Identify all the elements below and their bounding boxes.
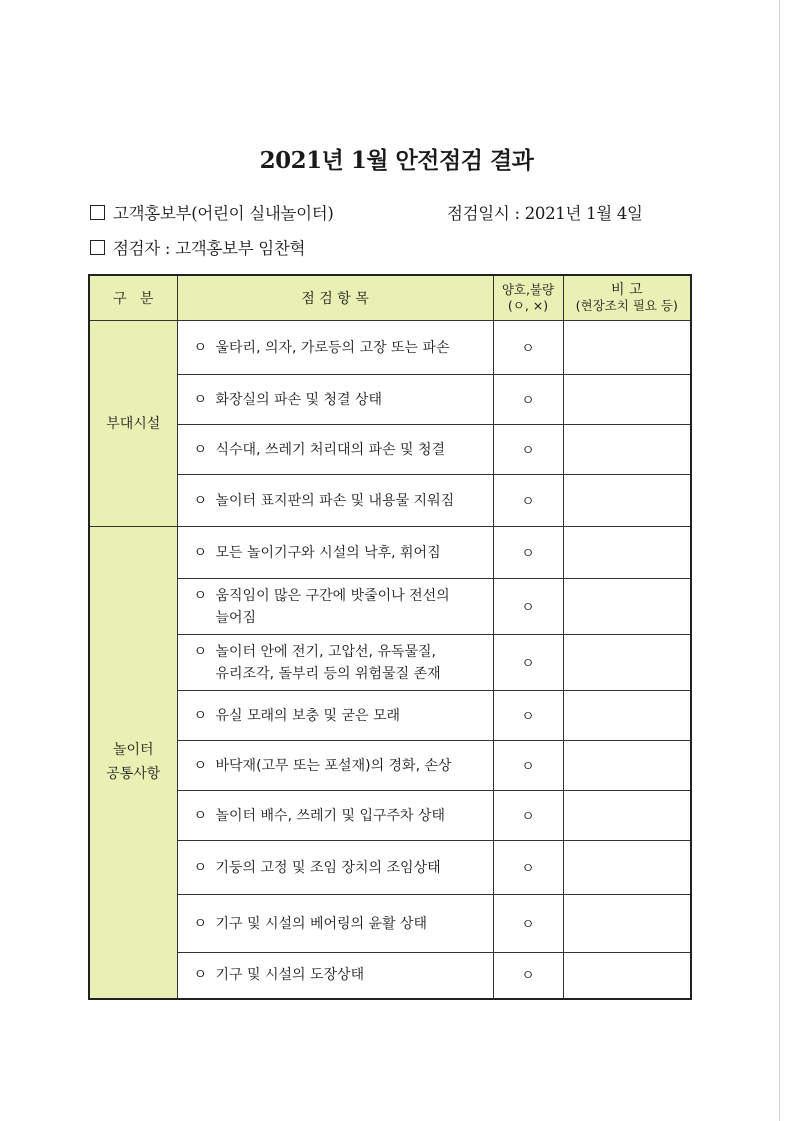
result-cell: ㅇ [493, 475, 563, 527]
result-cell: ㅇ [493, 375, 563, 425]
item-cell: ㅇ 기구 및 시설의 베어링의 윤활 상태 [177, 895, 493, 953]
note-cell [563, 527, 691, 579]
table-row [89, 741, 691, 791]
item-cell: ㅇ 움직임이 많은 구간에 밧줄이나 전선의 늘어짐 [177, 579, 493, 635]
inspector-label: 점검자 : 고객홍보부 임찬혁 [113, 239, 306, 258]
table-row [89, 375, 691, 425]
note-cell [563, 841, 691, 895]
item-cell: ㅇ 놀이터 표지판의 파손 및 내용물 지워짐 [177, 475, 493, 527]
table-row [89, 527, 691, 579]
result-cell: ㅇ [493, 741, 563, 791]
header-note: 비 고 (현장조치 필요 등) [563, 275, 691, 321]
table-header-row [89, 275, 691, 321]
inspection-table [88, 274, 692, 1000]
note-cell [563, 791, 691, 841]
inspection-date: 점검일시 : 2021년 1월 4일 [447, 204, 643, 223]
result-cell: ㅇ [493, 425, 563, 475]
page-title: 2021년 1월 안전점검 결과 [259, 147, 534, 174]
table-row [89, 425, 691, 475]
header-result: 양호,불량 (ㅇ, ×) [493, 275, 563, 321]
note-cell [563, 635, 691, 691]
item-cell: ㅇ 놀이터 배수, 쓰레기 및 입구주차 상태 [177, 791, 493, 841]
result-cell: ㅇ [493, 579, 563, 635]
note-cell [563, 321, 691, 375]
result-cell: ㅇ [493, 791, 563, 841]
note-cell [563, 579, 691, 635]
table-row [89, 321, 691, 375]
result-cell: ㅇ [493, 635, 563, 691]
category-cell: 부대시설 [89, 321, 177, 527]
result-cell: ㅇ [493, 321, 563, 375]
item-cell: ㅇ 기구 및 시설의 도장상태 [177, 953, 493, 999]
item-cell: ㅇ 기둥의 고정 및 조임 장치의 조임상태 [177, 841, 493, 895]
checkbox-icon [90, 240, 105, 255]
table-row [89, 579, 691, 635]
item-cell: ㅇ 모든 놀이기구와 시설의 낙후, 휘어짐 [177, 527, 493, 579]
result-cell: ㅇ [493, 691, 563, 741]
note-cell [563, 953, 691, 999]
header-item: 점 검 항 목 [177, 275, 493, 321]
item-cell: ㅇ 식수대, 쓰레기 처리대의 파손 및 청결 [177, 425, 493, 475]
item-cell: ㅇ 놀이터 안에 전기, 고압선, 유독물질, 유리조각, 돌부리 등의 위험물질 존재 [177, 635, 493, 691]
table-row [89, 791, 691, 841]
department-label: 고객홍보부(어린이 실내놀이터) [113, 204, 334, 223]
note-cell [563, 425, 691, 475]
table-row [89, 895, 691, 953]
item-cell: ㅇ 울타리, 의자, 가로등의 고장 또는 파손 [177, 321, 493, 375]
note-cell [563, 475, 691, 527]
note-cell [563, 741, 691, 791]
table-row [89, 691, 691, 741]
table-row [89, 635, 691, 691]
header-category: 구 분 [89, 275, 177, 321]
inspector-line [90, 235, 305, 259]
department-line [90, 200, 334, 224]
item-cell: ㅇ 바닥재(고무 또는 포설재)의 경화, 손상 [177, 741, 493, 791]
item-cell: ㅇ 유실 모래의 보충 및 굳은 모래 [177, 691, 493, 741]
table-row [89, 953, 691, 999]
note-cell [563, 691, 691, 741]
table-row [89, 475, 691, 527]
checkbox-icon [90, 205, 105, 220]
category-cell: 놀이터 공통사항 [89, 527, 177, 999]
note-cell [563, 375, 691, 425]
table-row [89, 841, 691, 895]
result-cell: ㅇ [493, 841, 563, 895]
item-cell: ㅇ 화장실의 파손 및 청결 상태 [177, 375, 493, 425]
result-cell: ㅇ [493, 953, 563, 999]
note-cell [563, 895, 691, 953]
result-cell: ㅇ [493, 895, 563, 953]
result-cell: ㅇ [493, 527, 563, 579]
